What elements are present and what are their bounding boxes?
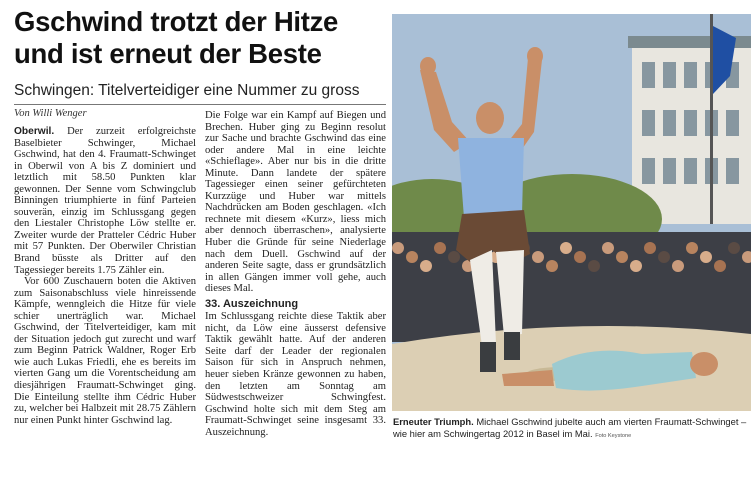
photo-spectator-head: [434, 242, 446, 254]
article-column-1: [14, 126, 196, 426]
photo-spectator-head: [658, 251, 670, 263]
article-dateline: Oberwil.: [14, 126, 55, 137]
photo-spectator-head: [560, 242, 572, 254]
photo-window: [684, 110, 697, 136]
photo-spectator-head: [574, 251, 586, 263]
photo-spectator-head: [546, 260, 558, 272]
article-column-2: [205, 110, 386, 438]
caption-text: Michael Gschwind jubelte auch am vierten Fraumatt-Schwinget – wie hier am Schwingertag 2012 in Basel im Mai.: [393, 416, 747, 439]
headline-line-2: und ist erneut der Beste: [14, 38, 322, 69]
photo-spectator-head: [406, 251, 418, 263]
photo-credit: Foto Keystone: [595, 432, 632, 439]
photo-spectator-head: [700, 251, 712, 263]
article-paragraph-3: Die Folge war ein Kampf auf Biegen und Brechen. Huber ging zu Beginn resolut zur Sache und brachte Gschwind das eine oder andere Mal in eine leichte «Schieflage». Aber nur bis in die dritte Minute. Dann landete der spätere Tagessieger einen seiner gefürchteten Kurzzüge und Huber war mittels Nachdrücken am Boden geschlagen. «Ich rechnete mit diesem «Kurz», liess mich aber dennoch überraschen», analysierte Huber die Gründe für seine Niederlage nach dem Duell. Gschwind auf der anderen Seite sagte, dass er grundsätzlich in allen Gängen immer voll gehe, auch dieses Mal.: [205, 110, 386, 295]
article-subhead: 33. Auszeichnung: [205, 297, 299, 310]
photo-window: [663, 62, 676, 88]
photo-window: [684, 62, 697, 88]
headline-line-1: Gschwind trotzt der Hitze: [14, 6, 339, 37]
photo-flagpole: [710, 14, 713, 224]
photo-spectator-head: [630, 260, 642, 272]
photo-spectator-head: [728, 242, 740, 254]
wrestling-photo-illustration: [392, 14, 751, 411]
photo-window: [663, 110, 676, 136]
caption-title: Erneuter Triumph.: [393, 416, 474, 427]
photo-spectator-head: [644, 242, 656, 254]
photo-window: [642, 62, 655, 88]
photo-window: [726, 158, 739, 184]
photo-spectator-head: [686, 242, 698, 254]
byline-rule: [14, 104, 386, 105]
photo-spectator-head: [672, 260, 684, 272]
photo-window: [642, 158, 655, 184]
article-subtitle: Schwingen: Titelverteidiger eine Nummer zu gross: [14, 82, 360, 99]
article-paragraph-4: Im Schlussgang reichte diese Taktik aber nicht, da Löw eine äusserst defensive Taktik gewählt hatte. Auf der anderen Seite darf der Leader der regionalen Saison für sich in Anspruch nehmen, heuer sieben Kränze gewonnen zu haben, den letzten am Sonntag am Südwestschweizer Schwingfest. Gschwind holte sich mit dem Steg am Fraumatt-Schwinget seine insgesamt 33. Auszeichnung.: [205, 311, 386, 438]
photo-spectator-head: [588, 260, 600, 272]
photo-window: [663, 158, 676, 184]
article-headline: [14, 6, 384, 70]
photo-spectator-head: [616, 251, 628, 263]
photo-window: [642, 110, 655, 136]
photo-spectator-head: [448, 251, 460, 263]
photo-caption: [393, 416, 751, 442]
photo-spectator-head: [714, 260, 726, 272]
photo-spectator-head: [532, 251, 544, 263]
photo-spectator-head: [392, 242, 404, 254]
photo-window: [684, 158, 697, 184]
photo-spectator-head: [420, 260, 432, 272]
article-paragraph-1: Oberwil. Der zurzeit erfolgreichste Baselbieter Schwinger, Michael Gschwind, hat den 4. Fraumatt-Schwinget in Oberwil von A bis Z dominiert und letztlich mit 58.50 Punkten klar gewonnen. Der Senne vom Schwingclub Binningen triumphierte in fünf Parteien souverän, einzig im Schlussgang gegen den Liestaler Christophe Löw stellte er. Zweiter wurde der Pratteler Cédric Huber mit 57 Punkten. Der Oberwiler Christian Brand büsste als Dritter auf den Tagessieger bereits 1.75 Zähler ein.: [14, 126, 196, 276]
article-byline: Von Willi Wenger: [14, 108, 87, 119]
article-photo: [392, 14, 751, 411]
photo-window: [726, 110, 739, 136]
article-paragraph-2: Vor 600 Zuschauern boten die Aktiven zum Saisonabschluss viele hinreissende Kämpfe, wenngleich die Hitze für viele schier unerträglich war. Michael Gschwind, der Titelverteidiger, kam mit der Situation jedoch gut zurecht und warf zum Beginn Patrick Waldner, Roger Erb wie auch Lukas Friedli, ehe es bereits im vierten Gang um die Vorentscheidung am diesjährigen Fraumatt-Schwinget ging. Die Einteilung stellte ihm Cédric Huber zu, welcher bei Halbzeit mit 28.75 Zählern nur einen Punkt hinter Gschwind lag.: [14, 276, 196, 426]
photo-spectator-head: [602, 242, 614, 254]
